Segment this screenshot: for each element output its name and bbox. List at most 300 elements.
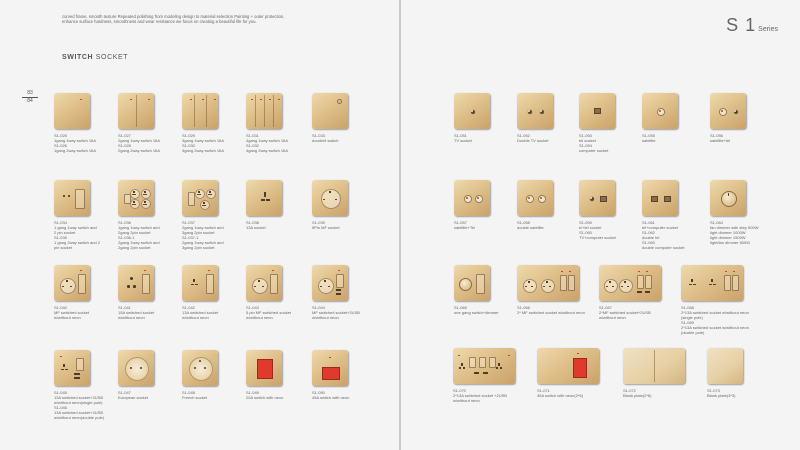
caption-line: 1 gang 2way switch and 2	[54, 239, 101, 245]
caption-line: double satellite	[517, 224, 544, 230]
round-pin	[130, 277, 133, 280]
caption-line: tel+computer socket	[642, 224, 678, 230]
caption-line: S1-026	[54, 142, 67, 148]
earth-pin-slot	[691, 279, 693, 282]
caption-line: S1-035	[54, 234, 67, 240]
caption-line: TV+computer socket	[579, 234, 616, 240]
caption-line: w/without neon	[599, 314, 626, 320]
socket-slot	[198, 191, 199, 193]
rocker-switch	[732, 275, 739, 291]
caption-line: S1-070	[453, 388, 466, 393]
earth-pin	[199, 360, 201, 362]
product-caption	[312, 221, 340, 231]
product-card	[623, 348, 693, 433]
product-caption	[118, 134, 160, 154]
product-card	[246, 350, 316, 435]
caption-line: 1gang 2way switch 16A	[54, 147, 97, 153]
rocker-switch	[479, 357, 486, 368]
caption-line: S1-056	[710, 133, 723, 138]
neon-indicator	[214, 99, 216, 100]
product-card	[707, 348, 777, 433]
live-pin-slot	[709, 284, 712, 286]
neon-indicator	[733, 271, 735, 272]
socket-slot	[133, 201, 134, 203]
caption-line: S1-048	[182, 390, 195, 395]
product-caption	[182, 221, 224, 250]
product-card	[454, 93, 524, 178]
product-caption	[537, 389, 583, 399]
caption-line: S1-046	[54, 404, 67, 410]
product-caption	[118, 221, 160, 250]
coax-pin	[528, 110, 529, 111]
gang-divider	[206, 95, 207, 127]
earth-pin-slot	[193, 279, 195, 282]
neon-indicator	[725, 271, 727, 272]
product-image	[517, 265, 579, 301]
product-image	[54, 93, 90, 129]
usb-port	[637, 291, 642, 293]
product-caption	[517, 306, 585, 316]
series-suffix: Series	[758, 26, 778, 33]
product-card	[599, 265, 669, 350]
caption-line: 13A switched socket	[182, 309, 219, 315]
blank-seam	[654, 350, 655, 382]
neon-indicator	[80, 270, 82, 271]
product-card	[54, 180, 124, 265]
caption-line: pin socket	[54, 244, 73, 250]
caption-line: 2gang 1way switch 16A	[118, 137, 161, 143]
caption-line: satellite+tel	[710, 137, 731, 143]
caption-line: S1-049	[246, 390, 259, 395]
neon-indicator	[208, 270, 210, 271]
caption-line: S1-033	[312, 133, 325, 138]
socket-recess	[125, 357, 149, 381]
caption-line: Blank plate(2*6)	[623, 392, 652, 398]
series-name: S 1	[726, 15, 757, 35]
earth-pin-slot	[264, 192, 266, 197]
caption-line: w/without neon(single pole)	[54, 399, 103, 405]
product-caption	[579, 221, 616, 241]
caption-line: S1-062	[642, 229, 655, 235]
product-image	[454, 265, 490, 301]
neutral-pin-slot	[693, 284, 696, 286]
neutral-pin-slot	[195, 284, 198, 286]
rocker-switch	[724, 275, 731, 291]
caption-line: w/without neon	[453, 397, 480, 403]
neon-indicator	[338, 270, 340, 271]
product-card	[517, 180, 587, 265]
caption-line: S1-043	[246, 305, 259, 310]
neon-indicator	[272, 270, 274, 271]
caption-line: w/without neon	[246, 314, 273, 320]
caption-line: S1-029	[182, 133, 195, 138]
pin-hole	[68, 195, 70, 197]
caption-line: 15A switched socket	[118, 309, 155, 315]
product-image	[710, 93, 746, 129]
caption-line: satellite+Tel	[454, 224, 476, 230]
product-caption	[246, 306, 291, 321]
product-image	[246, 265, 282, 301]
caption-line: 2gang 1way switch and	[182, 239, 224, 245]
caption-line: S1-068	[681, 305, 694, 310]
round-pin	[133, 285, 136, 288]
live-pin-slot	[496, 367, 498, 368]
caption-line: S1-041	[118, 305, 131, 310]
product-image	[312, 265, 348, 301]
product-caption	[54, 134, 96, 154]
data-jack	[664, 196, 671, 202]
neon-indicator	[458, 355, 460, 356]
neon-indicator	[508, 355, 510, 356]
neutral-pin-slot	[713, 284, 716, 286]
usb-port	[336, 293, 341, 295]
caption-line: 13A switched socket+2USB	[54, 409, 104, 415]
red-rocker	[257, 359, 273, 379]
product-card	[453, 348, 523, 433]
caption-line: S1-036-1	[118, 234, 135, 240]
product-image	[246, 350, 282, 386]
caption-line: light dimmer 1000W	[710, 229, 746, 235]
product-image	[182, 180, 218, 216]
rocker-switch	[76, 358, 84, 371]
satellite-pin	[721, 110, 723, 112]
product-image	[312, 350, 348, 386]
product-caption	[517, 221, 544, 231]
caption-line: w/without neon(double pole)	[54, 414, 105, 420]
caption-line: S1-065	[454, 305, 467, 310]
caption-line: European socket	[118, 394, 149, 400]
caption-line: 13A socket	[246, 224, 266, 230]
neon-indicator	[561, 271, 563, 272]
usb-port	[483, 372, 488, 374]
caption-line: S1-059	[579, 220, 592, 225]
product-caption	[118, 306, 154, 321]
socket-slot	[258, 280, 259, 282]
neon-indicator	[638, 271, 640, 272]
socket-slot	[203, 202, 204, 204]
caption-line: S1-034	[54, 220, 67, 225]
gang-divider	[264, 95, 265, 127]
gang-divider	[136, 95, 137, 127]
caption-line: MF switched socket+2USB	[312, 309, 360, 315]
caption-line: S1-044	[312, 305, 325, 310]
neon-indicator	[329, 357, 331, 358]
caption-line: 5Pin MF socket	[312, 224, 340, 230]
product-image	[579, 93, 615, 129]
neon-indicator	[646, 271, 648, 272]
neon-indicator	[569, 271, 571, 272]
earth-pin-slot	[711, 279, 713, 282]
caption-line: S1-060	[579, 229, 592, 235]
caption-line: w/without neon	[118, 314, 145, 320]
caption-line: 13A switched socket+2USB	[54, 394, 104, 400]
product-caption	[579, 134, 608, 154]
right-catalog-page	[401, 0, 800, 450]
satellite-pin	[540, 197, 542, 199]
caption-line: French socket	[182, 394, 208, 400]
product-card	[54, 265, 124, 350]
caption-line: 2*13A switched socket w/without neon	[681, 309, 749, 315]
product-caption	[454, 221, 475, 231]
usb-port	[474, 372, 479, 374]
caption-line: fan dimmer with step 500W	[710, 224, 759, 230]
caption-line: 2* MF switched socket w/without neon	[517, 309, 585, 315]
caption-line: MF switched socket	[54, 309, 90, 315]
caption-line: 4gang 1way switch 16A	[246, 137, 289, 143]
neutral-pin-slot	[266, 199, 270, 201]
caption-line: 2gang 1way switch and	[118, 239, 160, 245]
caption-line: S1-061	[642, 220, 655, 225]
caption-line: S1-073	[707, 388, 720, 393]
neutral-pin-slot	[500, 367, 502, 368]
coax-pin	[590, 197, 591, 198]
product-card	[118, 93, 188, 178]
product-image	[118, 93, 154, 129]
neon-indicator	[260, 99, 262, 100]
caption-line: S1-047	[118, 390, 131, 395]
product-card	[454, 265, 524, 350]
page-number-top: 83	[27, 90, 33, 96]
product-card	[312, 93, 382, 178]
page-number-bottom: 84	[22, 97, 38, 104]
usb-port	[336, 289, 341, 291]
product-caption	[182, 306, 218, 321]
caption-line: S1-071	[537, 388, 550, 393]
live-pin-slot	[689, 284, 692, 286]
section-title-rest: SOCKET	[93, 54, 129, 61]
product-caption	[710, 221, 758, 246]
socket-slot	[144, 201, 145, 203]
caption-line: Blank plate(3*3)	[707, 392, 736, 398]
neon-indicator	[148, 99, 150, 100]
caption-line: S1-066	[517, 305, 530, 310]
product-caption	[453, 389, 507, 404]
product-image	[707, 348, 743, 384]
rocker-switch	[142, 274, 150, 294]
section-title-strong: SWITCH	[62, 54, 94, 61]
caption-line: 1 gang 1way switch and	[54, 224, 97, 230]
product-card	[54, 93, 124, 178]
product-caption	[312, 134, 338, 144]
caption-line: S1-037-1	[182, 234, 199, 240]
product-image	[599, 265, 661, 301]
product-card	[579, 93, 649, 178]
product-image	[182, 350, 218, 386]
caption-line: TV socket	[454, 137, 472, 143]
product-caption	[454, 306, 499, 316]
rocker-switch	[270, 274, 278, 294]
product-card	[118, 350, 188, 435]
caption-line: S1-030	[182, 142, 195, 148]
socket-slot	[66, 280, 67, 282]
caption-line: 2*MF switched socket+2USB	[599, 309, 651, 315]
product-image	[118, 265, 154, 301]
rocker-switch	[75, 189, 85, 209]
caption-line: S1-025	[54, 133, 67, 138]
neon-indicator	[251, 99, 253, 100]
product-caption	[642, 221, 684, 250]
satellite-pin	[528, 197, 530, 199]
neon-indicator	[278, 99, 280, 100]
satellite-pin	[659, 110, 661, 112]
caption-line: one gang switch+dimmer	[454, 309, 499, 315]
series-title	[726, 15, 778, 36]
product-image	[579, 180, 615, 216]
socket-recess	[189, 357, 213, 381]
product-card	[681, 265, 751, 350]
product-image	[118, 350, 154, 386]
product-image	[54, 350, 90, 386]
caption-line: S1-064	[710, 220, 723, 225]
product-card	[246, 93, 316, 178]
knob-mark	[728, 193, 729, 196]
product-card	[54, 350, 124, 435]
neutral-pin-slot	[463, 367, 465, 368]
caption-line: S1-028	[118, 142, 131, 148]
product-card	[182, 350, 252, 435]
product-caption	[182, 391, 207, 401]
product-card	[182, 265, 252, 350]
caption-line: double tel	[642, 234, 660, 240]
caption-line: S1-058	[517, 220, 530, 225]
product-card	[246, 180, 316, 265]
neon-indicator	[130, 99, 132, 100]
caption-line: 2*13A switched socket w/without neon	[681, 324, 749, 330]
neutral-pin-slot	[65, 369, 68, 371]
product-card	[182, 93, 252, 178]
gang-divider	[273, 95, 274, 127]
data-jack	[600, 196, 607, 202]
product-card	[312, 350, 382, 435]
caption-line: 3gang 2pin socket	[182, 244, 215, 250]
neon-indicator	[144, 270, 146, 271]
product-image	[642, 93, 678, 129]
rocker-switch	[188, 192, 195, 206]
product-image	[623, 348, 685, 384]
neon-indicator	[190, 99, 192, 100]
socket-slot	[133, 191, 134, 193]
caption-line: S1-045	[54, 390, 67, 395]
product-caption	[182, 134, 224, 154]
caption-line: 5 pin MF switched socket	[246, 309, 291, 315]
product-image	[454, 93, 490, 129]
product-image	[517, 93, 553, 129]
caption-line: (single pole)	[681, 314, 703, 320]
socket-slot	[609, 281, 610, 283]
section-title	[62, 54, 128, 61]
caption-line: 3gang 2pin socket	[182, 229, 215, 235]
caption-line: light/fan dimmer 500W	[710, 239, 751, 245]
caption-line: 2gang 1way switch and	[182, 224, 224, 230]
live-pin-slot	[261, 199, 265, 201]
product-image	[182, 93, 218, 129]
product-image	[246, 180, 282, 216]
product-image	[246, 93, 282, 129]
product-card	[642, 180, 712, 265]
rocker-switch	[489, 357, 496, 368]
gang-divider	[255, 95, 256, 127]
product-image	[517, 180, 553, 216]
caption-line: 2 pin socket	[54, 229, 76, 235]
caption-line: S1-063	[642, 239, 655, 245]
rocker-switch	[206, 274, 214, 294]
caption-line: 2gang 2pin socket	[118, 244, 151, 250]
socket-slot	[144, 191, 145, 193]
product-caption	[312, 391, 349, 401]
product-caption	[517, 134, 549, 144]
caption-line: 45A switch with neon(2*6)	[537, 392, 584, 398]
neon-indicator	[202, 99, 204, 100]
earth-pin-slot	[461, 363, 462, 366]
product-caption	[710, 134, 730, 144]
product-card	[312, 180, 382, 265]
rocker-switch	[469, 357, 476, 368]
caption-line: S1-040	[54, 305, 67, 310]
caption-line: S1-051	[454, 133, 467, 138]
product-caption	[681, 306, 749, 335]
live-pin-slot	[459, 367, 461, 368]
rocker-switch	[336, 274, 344, 288]
product-image	[54, 265, 90, 301]
caption-line: S1-032	[246, 142, 259, 148]
product-card	[246, 265, 316, 350]
left-catalog-page	[0, 0, 399, 450]
data-jack	[594, 108, 601, 114]
caption-line: S1-057	[454, 220, 467, 225]
product-caption	[54, 221, 100, 250]
neon-indicator	[80, 99, 82, 100]
product-image	[537, 348, 599, 384]
neon-indicator	[60, 356, 62, 357]
rocker-switch	[637, 275, 644, 289]
product-caption	[54, 306, 89, 321]
usb-port	[74, 373, 80, 375]
product-card	[118, 180, 188, 265]
product-card	[517, 265, 587, 350]
caption-line: S1-036	[118, 220, 131, 225]
caption-line: 45A switch with neon	[312, 394, 350, 400]
product-caption	[246, 134, 288, 154]
product-caption	[246, 391, 283, 401]
earth-pin-slot	[498, 363, 499, 366]
live-pin-slot	[191, 284, 194, 286]
caption-line: (double pole)	[681, 329, 705, 335]
bell-mark	[337, 99, 342, 104]
socket-slot	[320, 286, 322, 287]
socket-slot	[324, 280, 325, 282]
product-card	[537, 348, 607, 433]
product-caption	[642, 134, 656, 144]
caption-line: 1gang 1way switch and	[118, 224, 160, 230]
socket-slot	[254, 286, 256, 287]
caption-line: light dimmer 1500W	[710, 234, 746, 240]
caption-line: 3gang 1way switch 16A	[182, 137, 225, 143]
product-image	[312, 93, 348, 129]
caption-line: S1-050	[312, 390, 325, 395]
product-card	[642, 93, 712, 178]
caption-line: S1-069	[681, 319, 694, 325]
coax-pin	[734, 110, 735, 111]
caption-line: 4gang 2way switch 16A	[246, 147, 289, 153]
product-caption	[623, 389, 651, 399]
product-caption	[54, 391, 104, 420]
product-image	[642, 180, 678, 216]
socket-slot	[546, 281, 547, 283]
product-card	[517, 93, 587, 178]
product-card	[454, 180, 524, 265]
product-card	[118, 265, 188, 350]
caption-line: S1-042	[182, 305, 195, 310]
